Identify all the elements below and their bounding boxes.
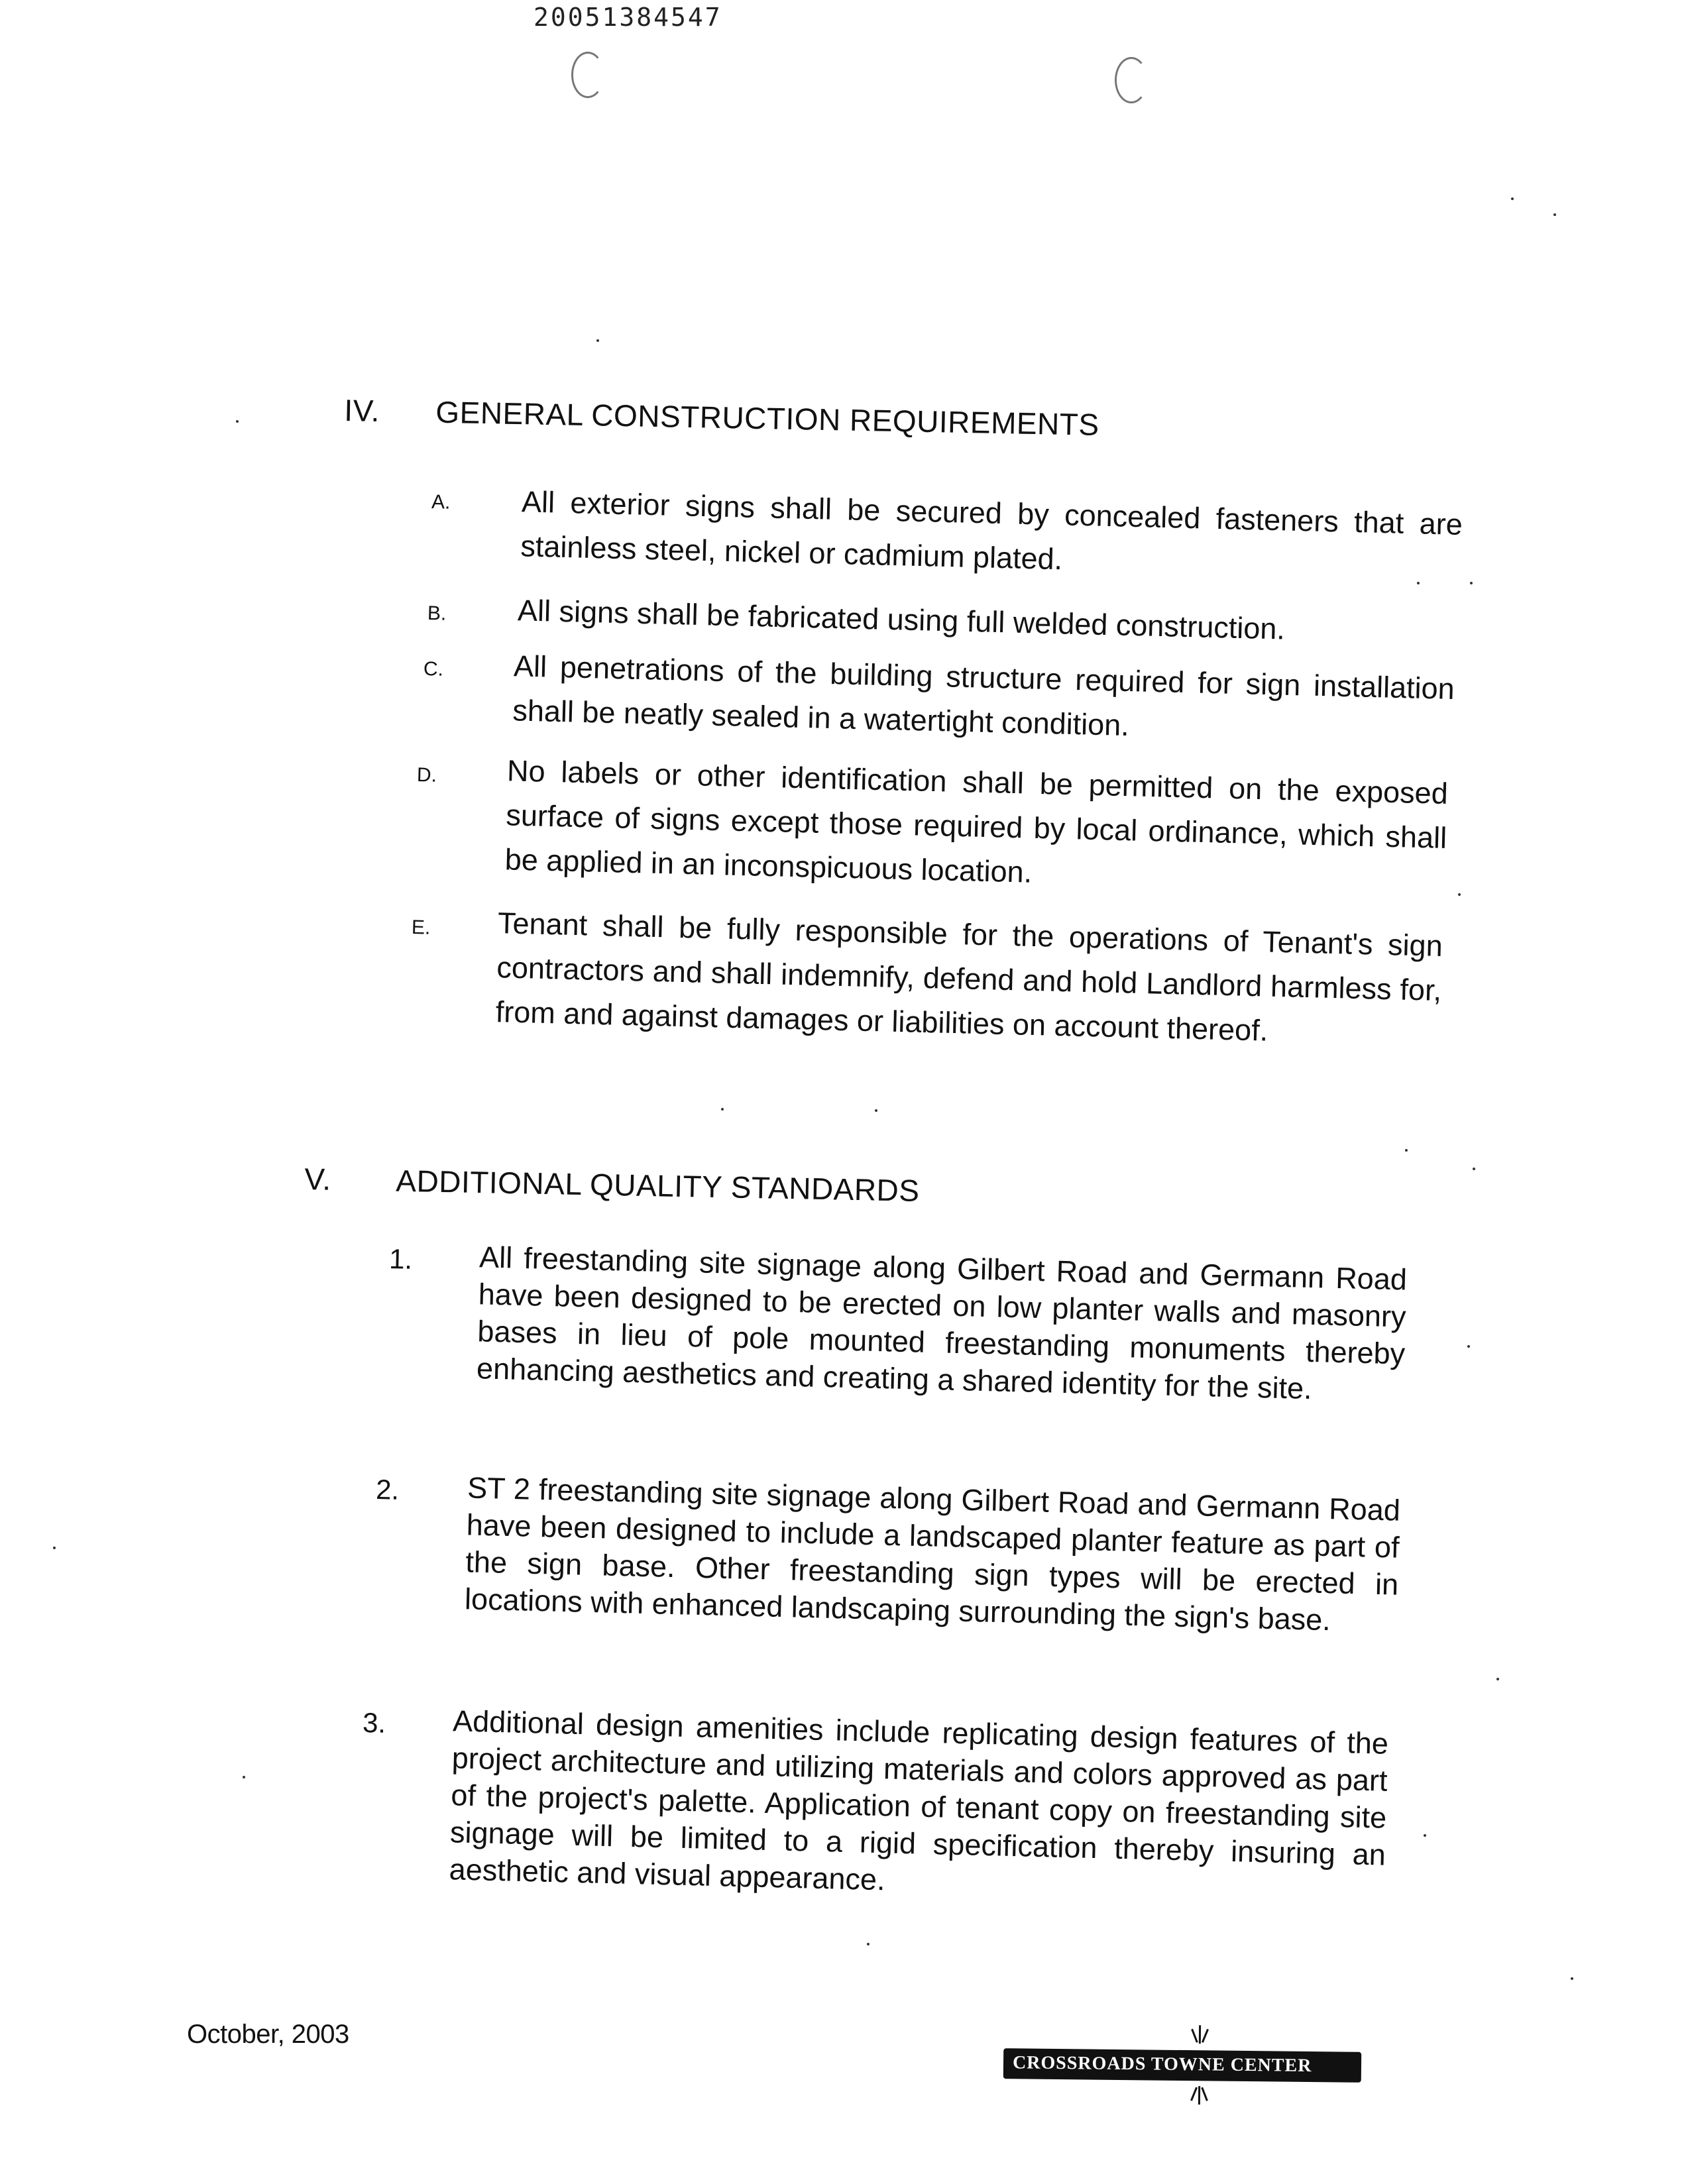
item-marker: A.	[431, 490, 451, 514]
scan-speck	[721, 1108, 724, 1111]
scan-speck	[596, 339, 599, 342]
scan-speck	[1467, 1345, 1470, 1348]
logo-text: CROSSROADS TOWNE CENTER	[1012, 2052, 1312, 2077]
scan-speck	[867, 1943, 870, 1945]
starburst-icon	[1186, 2025, 1213, 2104]
scan-speck	[243, 1776, 245, 1778]
item-marker: 3.	[362, 1706, 386, 1739]
punch-hole-left	[571, 52, 604, 98]
section-iv-number: IV.	[343, 392, 380, 429]
scan-speck	[1496, 1678, 1499, 1680]
scan-speck	[1417, 582, 1420, 584]
scan-speck	[875, 1109, 877, 1112]
section-v-item-1	[388, 1236, 1424, 1406]
section-iv-item-a	[431, 477, 1466, 576]
punch-hole-right	[1115, 57, 1148, 103]
scan-speck	[1458, 893, 1461, 896]
scan-speck	[1470, 582, 1473, 584]
item-marker: E.	[411, 916, 431, 939]
section-iv-title: GENERAL CONSTRUCTION REQUIREMENTS	[435, 394, 1100, 442]
section-v-item-3	[362, 1700, 1397, 1897]
section-v-title: ADDITIONAL QUALITY STANDARDS	[395, 1163, 920, 1208]
scan-speck	[1553, 213, 1556, 216]
item-text: All freestanding site signage along Gilbert Road and Germann Road have been designed to be erected on low planter walls and masonry bases in lieu of pole mounted freestanding monuments thereby enhancing aesthetics and creating a shared identity for the site.	[476, 1240, 1408, 1406]
section-iv-item-e	[411, 899, 1446, 1048]
scan-speck	[1571, 1977, 1573, 1980]
item-text: All penetrations of the building structure required for sign installation shall be neatly sealed in a watertight condition.	[512, 649, 1455, 743]
scan-speck	[236, 420, 239, 423]
crossroads-towne-center-logo	[1003, 2043, 1362, 2088]
scan-speck	[1473, 1168, 1475, 1170]
item-text: All signs shall be fabricated using full welded construction.	[517, 593, 1286, 646]
scan-speck	[1405, 1149, 1408, 1152]
item-text: Additional design amenities include replicating design features of the project architecture and utilizing materials and colors approved as part of the project's palette. Application of tenant copy on freestanding site signage will be limited to a rigid specification thereby insuring an aesthetic and visual appearance.	[449, 1704, 1389, 1897]
item-marker: D.	[416, 763, 437, 787]
item-marker: 2.	[375, 1473, 400, 1505]
section-iv-item-b	[427, 586, 1462, 646]
section-v-item-2	[375, 1467, 1410, 1637]
item-text: ST 2 freestanding site signage along Gilbert Road and Germann Road have been designed to include a landscaped planter feature as part of the sign base. Other freestanding sign types will be erected in locations with enhanced landscaping surrounding the sign's base.	[464, 1470, 1401, 1637]
section-v-number: V.	[304, 1161, 332, 1197]
document-id: 20051384547	[534, 3, 722, 32]
scan-speck	[53, 1547, 56, 1549]
item-text: No labels or other identification shall be permitted on the exposed surface of signs except those required by local ordinance, which shall be applied in an inconspicuous location.	[504, 753, 1449, 889]
item-text: Tenant shall be fully responsible for the operations of Tenant's sign contractors and shall indemnify, defend and hold Landlord harmless for, from and against damages or liabilities on account thereof.	[495, 906, 1443, 1048]
item-marker: 1.	[388, 1242, 413, 1275]
scan-speck	[1424, 1834, 1426, 1837]
scan-speck	[1511, 197, 1514, 200]
item-text: All exterior signs shall be secured by concealed fasteners that are stainless steel, nickel or cadmium plated.	[520, 484, 1463, 576]
footer-date: October, 2003	[187, 2020, 349, 2049]
item-marker: B.	[427, 602, 447, 625]
item-marker: C.	[423, 657, 444, 681]
